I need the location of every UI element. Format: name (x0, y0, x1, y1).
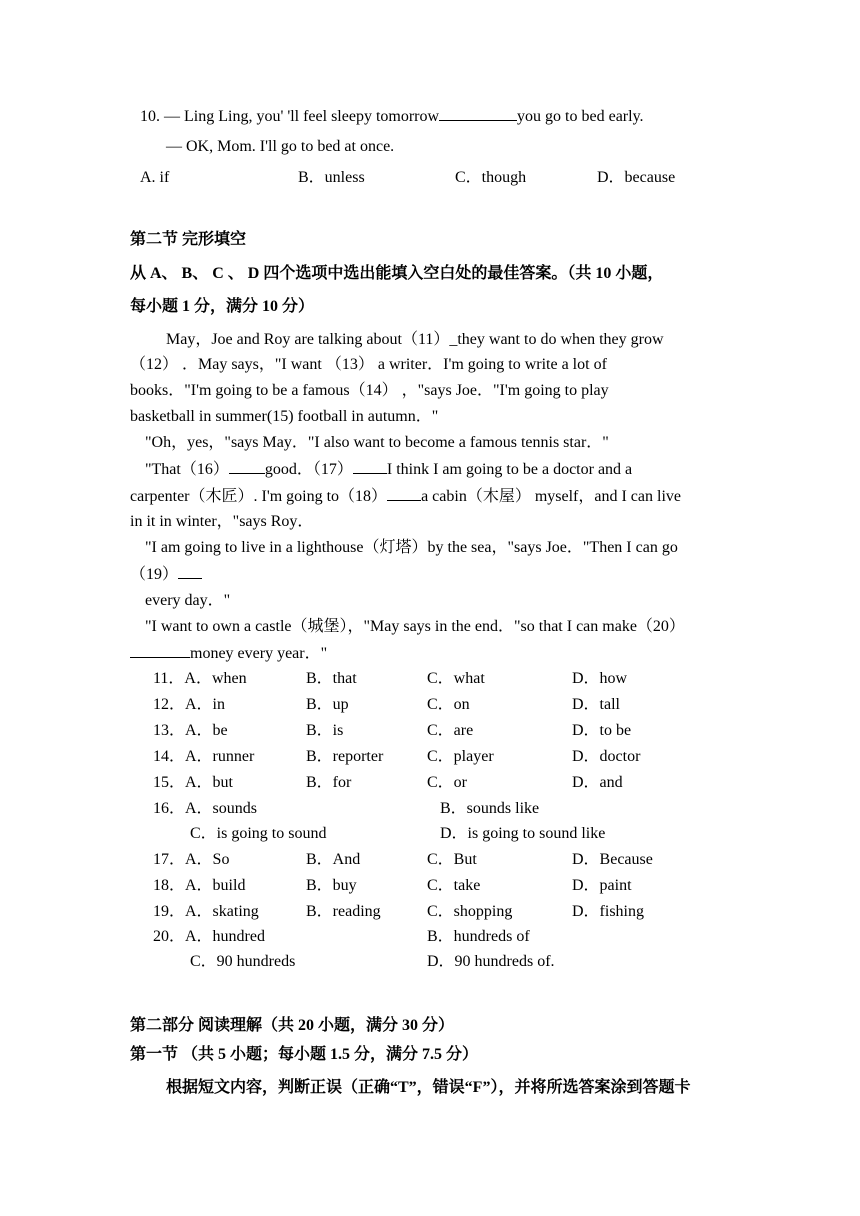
q20-option-b: B．hundreds of (427, 928, 530, 945)
q17-option-d: D．Because (572, 851, 653, 868)
q10-prompt: 10. — Ling Ling, you' 'll feel sleepy tomorrow (140, 108, 440, 125)
passage-line-11: every day．" (145, 592, 231, 609)
q18-option-b: B．buy (306, 877, 357, 894)
passage-text: I think I am going to be a doctor and a (386, 461, 633, 478)
passage-text: （19） (130, 566, 179, 583)
part2-title: 第二部分 阅读理解（共 20 小题，满分 30 分） (130, 1017, 455, 1034)
q18-option-a: 18．A．build (153, 877, 246, 894)
passage-text: good．（17） (264, 461, 353, 478)
blank-20 (130, 643, 190, 658)
q16-option-a: 16．A．sounds (153, 800, 258, 817)
part2-instruction: 根据短文内容，判断正误（正确“T”，错误“F”），并将所选答案涂到答题卡 (166, 1079, 691, 1096)
passage-text: carpenter（木匠）. I'm going to（18） (130, 488, 388, 505)
q17-option-b: B．And (306, 851, 361, 868)
q14-option-c: C．player (427, 748, 494, 765)
q17-option-a: 17．A．So (153, 851, 230, 868)
q14-option-b: B．reporter (306, 748, 384, 765)
blank-18 (387, 486, 421, 501)
q12-option-a: 12．A．in (153, 696, 226, 713)
passage-text: a cabin（木屋） myself，and I can live (421, 488, 681, 505)
section-title: 第二节 完形填空 (130, 231, 247, 248)
passage-text: "That（16） (145, 461, 229, 478)
q18-option-c: C．take (427, 877, 481, 894)
part2-section1: 第一节 （共 5 小题；每小题 1.5 分，满分 7.5 分） (130, 1046, 479, 1063)
q12-option-b: B．up (306, 696, 349, 713)
passage-text: money every year．" (190, 645, 328, 662)
q18-option-d: D．paint (572, 877, 632, 894)
q10-option-c: C．though (455, 169, 527, 186)
passage-line-2: （12） ．May says，"I want （13） a writer．I'm going to write a lot of (130, 356, 607, 373)
passage-line-12: "I want to own a castle（城堡），"May says in the end．"so that I can make（20） (145, 618, 685, 635)
q10-option-a: A. if (140, 169, 170, 186)
blank-16 (229, 459, 265, 474)
passage-line-5: "Oh，yes，"says May．"I also want to become a famous tennis star．" (145, 434, 609, 451)
q15-option-d: D．and (572, 774, 623, 791)
q10-line1 (140, 106, 644, 127)
q15-option-c: C．or (427, 774, 468, 791)
q14-option-a: 14．A．runner (153, 748, 255, 765)
q19-option-d: D．fishing (572, 903, 645, 920)
q15-option-b: B．for (306, 774, 352, 791)
blank-17 (353, 459, 387, 474)
blank-19 (178, 564, 202, 579)
q20-option-c: C．90 hundreds (190, 953, 296, 970)
q10-blank (439, 106, 517, 121)
passage-line-8: in it in winter，"says Roy． (130, 513, 314, 530)
q10-option-b: B．unless (298, 169, 365, 186)
q10-prompt-end: you go to bed early. (517, 108, 644, 125)
passage-line-6 (145, 459, 632, 480)
q19-option-c: C．shopping (427, 903, 513, 920)
q11-option-d: D．how (572, 670, 628, 687)
q13-option-c: C．are (427, 722, 474, 739)
q10-option-d: D．because (597, 169, 676, 186)
q20-option-a: 20．A．hundred (153, 928, 265, 945)
q16-option-c: C．is going to sound (190, 825, 327, 842)
q20-option-d: D．90 hundreds of. (427, 953, 555, 970)
passage-line-1: May，Joe and Roy are talking about（11）_they want to do when they grow (166, 331, 664, 348)
q11-option-a: 11．A．when (153, 670, 247, 687)
q10-line2: — OK, Mom. I'll go to bed at once. (166, 138, 395, 155)
q16-option-b: B．sounds like (440, 800, 540, 817)
q13-option-d: D．to be (572, 722, 632, 739)
passage-line-7 (130, 486, 681, 507)
passage-line-13 (130, 643, 327, 664)
q16-option-d: D．is going to sound like (440, 825, 606, 842)
passage-line-10 (130, 564, 202, 585)
q11-option-c: C．what (427, 670, 485, 687)
q12-option-c: C．on (427, 696, 470, 713)
q19-option-a: 19．A．skating (153, 903, 259, 920)
passage-line-4: basketball in summer(15) football in autumn．" (130, 408, 439, 425)
section-instruction-2: 每小题 1 分，满分 10 分） (130, 298, 315, 315)
passage-line-9: "I am going to live in a lighthouse（灯塔）by the sea，"says Joe．"Then I can go (145, 539, 678, 556)
q19-option-b: B．reading (306, 903, 381, 920)
q15-option-a: 15．A．but (153, 774, 234, 791)
q14-option-d: D．doctor (572, 748, 641, 765)
q13-option-b: B．is (306, 722, 344, 739)
section-instruction-1: 从 A、 B、 C 、 D 四个选项中选出能填入空白处的最佳答案。（共 10 小题， (130, 265, 664, 282)
q11-option-b: B．that (306, 670, 357, 687)
q13-option-a: 13．A．be (153, 722, 228, 739)
q17-option-c: C．But (427, 851, 477, 868)
passage-line-3: books．"I'm going to be a famous（14） ，"says Joe．"I'm going to play (130, 382, 609, 399)
q12-option-d: D．tall (572, 696, 620, 713)
